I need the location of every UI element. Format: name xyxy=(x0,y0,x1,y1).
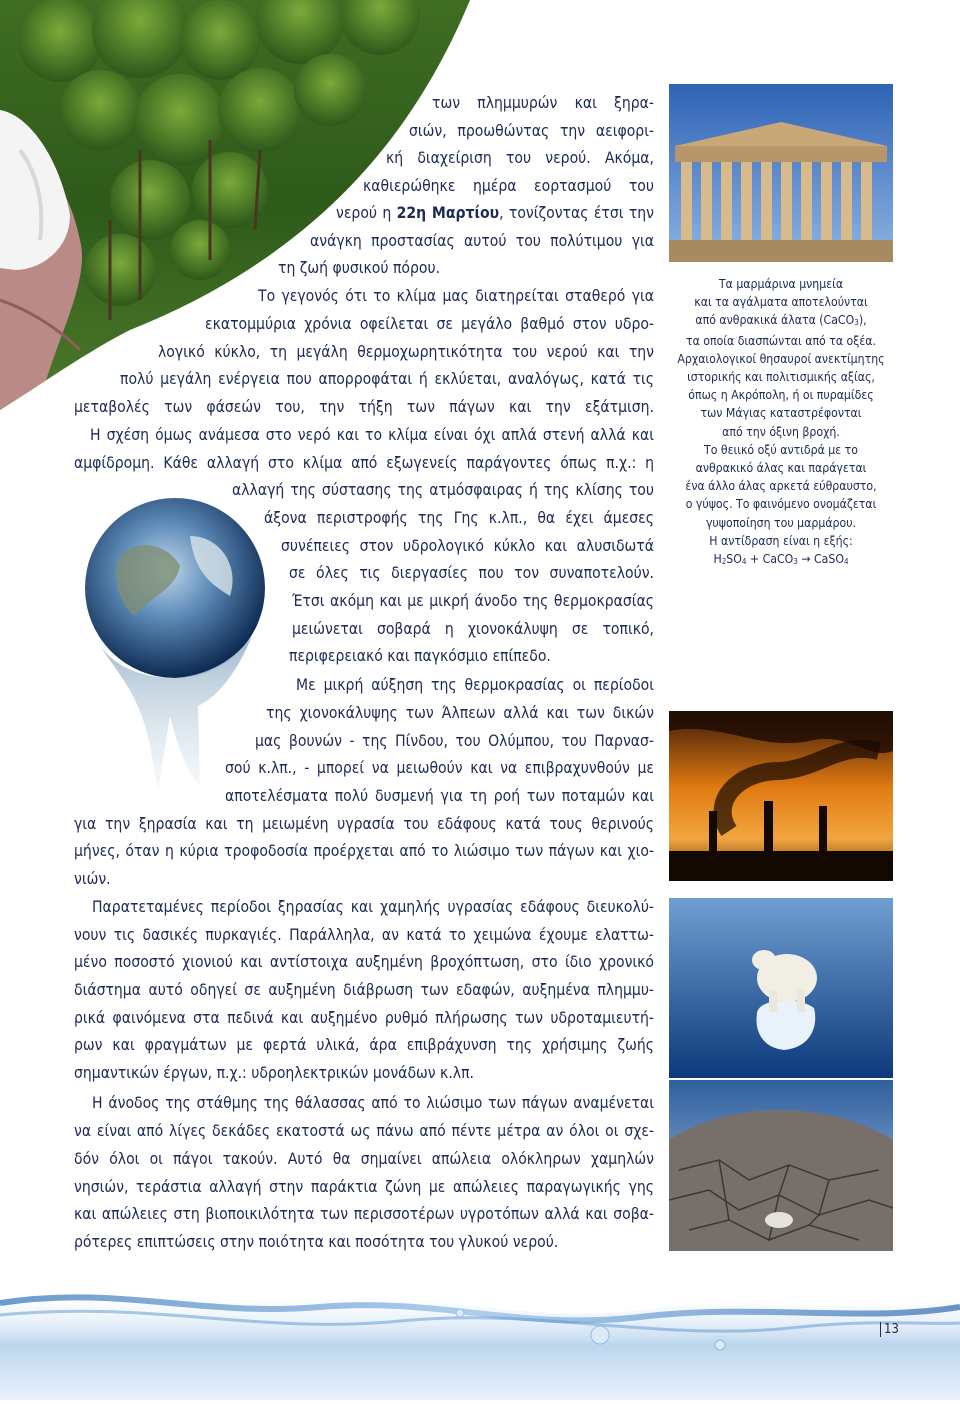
text-line: κή διαχείριση του νερού. Ακόμα, xyxy=(386,149,654,167)
caption-line: ο γύψος. Το φαινόμενο ονομάζεται xyxy=(685,497,877,512)
text-line: δόν όλοι οι πάγοι τακούν. Αυτό θα σημαίνει απώλεια ολόκληρων χαμηλών xyxy=(74,1150,654,1168)
caption-line: όπως η Ακρόπολη, ή οι πυραμίδες xyxy=(688,388,874,403)
caption-line: Τα μαρμάρινα μνημεία xyxy=(718,277,844,291)
text-line: καθιερώθηκε ημέρα εορτασμού του xyxy=(363,177,654,195)
caption-line: $H_2SO_4$ + CaCO$_3$ → CaSO$_4$ xyxy=(713,552,849,567)
text-line: άξονα περιστροφής της Γης κ.λπ., θα έχει άμεσες xyxy=(264,509,654,527)
text-line: αλλαγή της σύστασης της ατμόσφαιρας ή της κλίσης του xyxy=(232,481,654,499)
caption-line: γυψοποίηση του μαρμάρου. xyxy=(705,515,857,530)
caption-line: και τα αγάλματα αποτελούνται xyxy=(694,295,868,310)
text-line: ρικά φαινόμενα στα πεδινά και αυξημένο ρυθμό πλήρωσης των υδροταμιευτή- xyxy=(74,1009,654,1027)
text-line: Το γεγονός ότι το κλίμα μας διατηρείται σταθερό για xyxy=(258,287,654,305)
caption-line: τα οποία διασπώνται από τα οξέα. xyxy=(685,333,877,348)
text-line: Η σχέση όμως ανάμεσα στο νερό και το κλίμα είναι όχι απλά στενή αλλά και xyxy=(90,426,654,444)
text-line: Η άνοδος της στάθμης της θάλασσας από το λιώσιμο των πάγων αναμένεται xyxy=(92,1094,654,1112)
text-line: Παρατεταμένες περίοδοι ξηρασίας και χαμηλής υγρασίας εδάφους διευκολύ- xyxy=(92,898,654,916)
text-line: συνέπειες στον υδρολογικό κύκλο και αλυσιδωτά xyxy=(281,537,654,555)
text-line: νησιών, τεράστια αλλαγή στην παράκτια ζώνη με απώλειες παραγωγικής γης xyxy=(74,1178,654,1196)
text-line: διάστημα αυτό οδηγεί σε αυξημένη διάβρωση των εδαφών, αυξημένα πλημμυ- xyxy=(74,981,654,999)
caption-line: ιστορικής και πολιτισμικής αξίας, xyxy=(687,370,875,385)
water-globe-image xyxy=(80,496,270,796)
text-line: νουν τις δασικές πυρκαγιές. Παράλληλα, αν κατά το χειμώνα έχουμε ελαττω- xyxy=(74,926,654,944)
caption-line: Το θειικό οξύ αντιδρά με το xyxy=(704,442,858,457)
text-line: σού κ.λπ., - μπορεί να μειωθούν και να επιβραχυνθούν με xyxy=(225,759,654,777)
text-line: πολύ μεγάλη ενέργεια που απορροφάται ή εκλύεται, αναλόγως, κατά τις xyxy=(120,370,654,388)
caption-line: των Μάγιας καταστρέφονται xyxy=(700,406,862,421)
text-line: αμφίδρομη. Κάθε αλλαγή στο κλίμα από εξωγενείς παράγοντες όπως π.χ.: η xyxy=(74,454,654,472)
text-line: ρότερες επιπτώσεις στην ποιότητα και ποσότητα του γλυκού νερού. xyxy=(74,1233,559,1251)
text-line: ρων και φραγμάτων με φερτά υλικά, άρα επιβράχυνση της χρήσιμης ζωής xyxy=(74,1036,654,1054)
caption-line: ανθρακικό άλας και παράγεται xyxy=(695,461,867,476)
text-line: ανάγκη προστασίας αυτού του πολύτιμου για xyxy=(310,232,654,250)
water-wave-decoration xyxy=(0,1255,960,1400)
text-line: σιών, προωθώντας την αειφορι- xyxy=(409,122,654,140)
page-number: 13 xyxy=(880,1322,899,1337)
text-line: των πλημμυρών και ξηρα- xyxy=(432,94,654,112)
text-line: σημαντικών έργων, π.χ.: υδροηλεκτρικών μονάδων κ.λπ. xyxy=(74,1064,474,1082)
text-line: να είναι από λίγες δεκάδες εκατοστά ως πάνω από πέντε μέτρα αν όλοι οι σχε- xyxy=(74,1122,654,1140)
text-line: μήνες, όταν η κύρια τροφοδοσία προέρχεται από το λιώσιμο των πάγων και χιο- xyxy=(74,842,654,860)
text-line: εκατομμύρια χρόνια οφείλεται σε μεγάλο βαθμό στον υδρο- xyxy=(205,315,654,333)
text-line: νιών. xyxy=(74,870,111,888)
text-line: περιφερειακό και παγκόσμιο επίπεδο. xyxy=(289,647,551,665)
text-line: αποτελέσματα πολύ δυσμενή για τη ροή των ποταμών και xyxy=(225,787,654,805)
text-line: και απώλειες στη βιοποικιλότητα των περισσοτέρων υγροτόπων αλλά και σοβα- xyxy=(74,1205,654,1223)
parthenon-photo xyxy=(669,84,893,262)
polar-bear-photo xyxy=(669,898,893,1078)
text-line: τη ζωή φυσικού πόρου. xyxy=(278,259,441,277)
caption-line: Αρχαιολογικοί θησαυροί ανεκτίμητης xyxy=(677,351,885,366)
dry-cracked-earth-photo xyxy=(669,1080,893,1251)
caption-line: ένα άλλο άλας αρκετά εύθραυστο, xyxy=(685,479,877,494)
text-line: νερού η 22η Μαρτίου, τονίζοντας έτσι την xyxy=(336,204,655,222)
text-line: μεταβολές των φάσεών του, την τήξη των πάγων και την εξάτμιση. xyxy=(74,398,654,416)
text-line: μειώνεται σοβαρά η χιονοκάλυψη σε τοπικό, xyxy=(292,620,654,638)
photo-caption xyxy=(668,275,894,570)
text-line: λογικό κύκλο, τη μεγάλη θερμοχωρητικότητα του νερού και την xyxy=(158,343,654,361)
caption-line: από ανθρακικά άλατα (CaCO$_3$), xyxy=(695,313,867,328)
text-line: μας βουνών - της Πίνδου, του Ολύμπου, του Παρνασ- xyxy=(255,732,654,750)
text-line: μένο ποσοστό χιονιού και αντίστοιχα αυξημένη βροχόπτωση, στο ίδιο χρονικό xyxy=(74,953,654,971)
factory-smoke-photo xyxy=(669,711,893,881)
caption-line: από την όξινη βροχή. xyxy=(722,424,840,439)
text-line: για την ξηρασία και τη μειωμένη υγρασία του εδάφους κατά τους θερινούς xyxy=(74,815,654,833)
text-line: Έτσι ακόμη και με μικρή άνοδο της θερμοκρασίας xyxy=(292,592,654,610)
text-line: Με μικρή αύξηση της θερμοκρασίας οι περίοδοι xyxy=(296,676,654,694)
text-line: σε όλες τις διεργασίες που τον συναποτελούν. xyxy=(289,564,654,582)
caption-line: Η αντίδραση είναι η εξής: xyxy=(709,533,853,548)
text-line: της χιονοκάλυψης των Άλπεων αλλά και των δικών xyxy=(266,704,654,722)
